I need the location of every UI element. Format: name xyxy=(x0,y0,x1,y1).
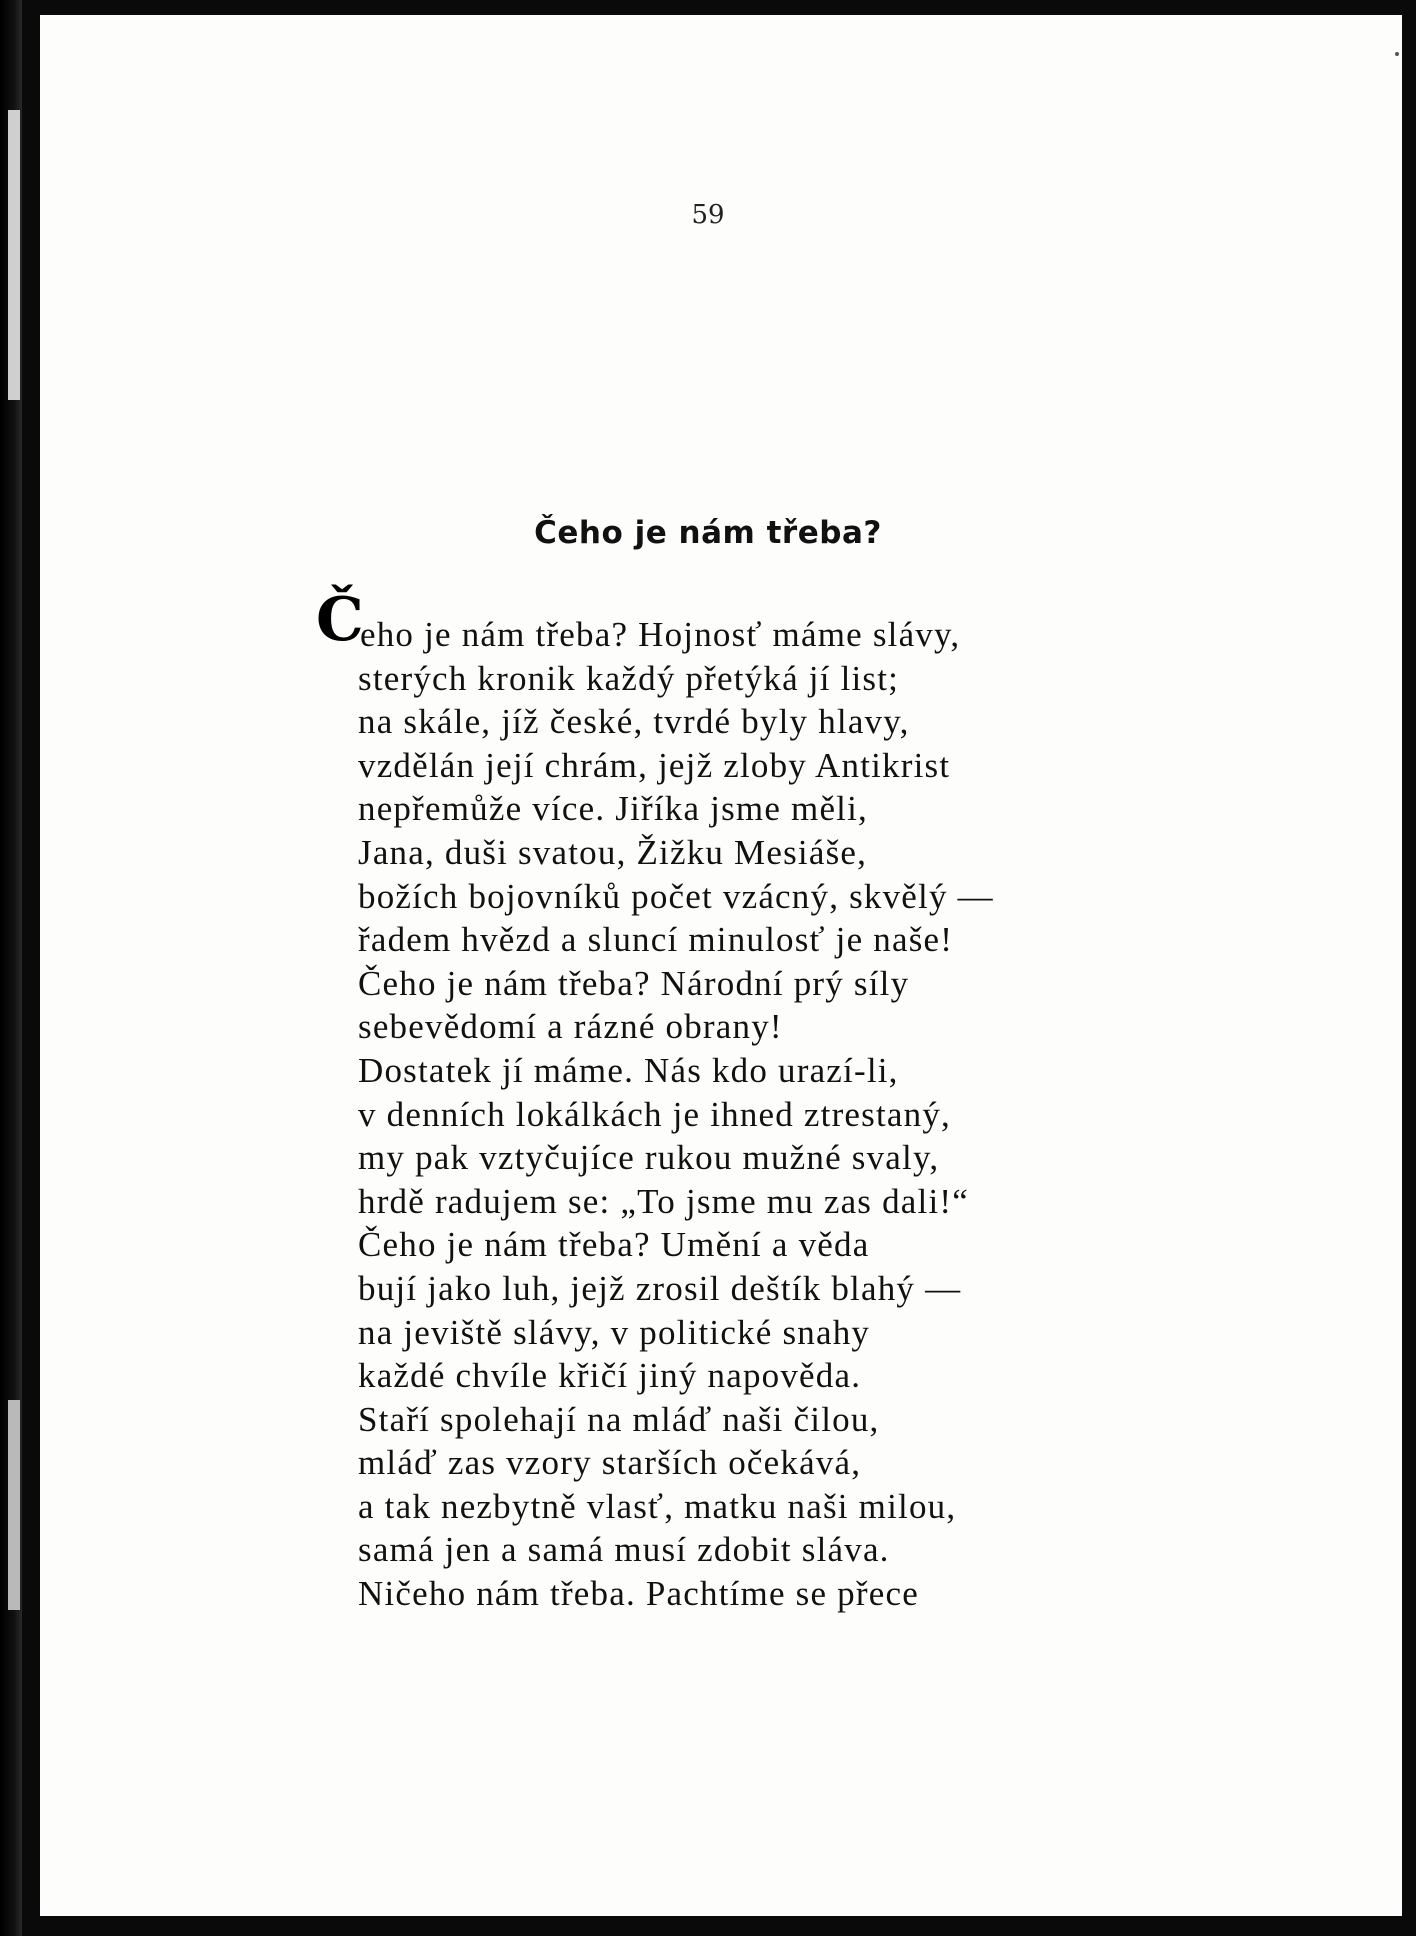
poem-line: sterých kronik každý přetýká jí list; xyxy=(358,658,900,698)
poem-line: vzdělán její chrám, jejž zloby Antikrist xyxy=(358,745,951,785)
poem-line: řadem hvězd a sluncí minulosť je naše! xyxy=(358,920,954,960)
poem-line: Dostatek jí máme. Nás kdo urazí-li, xyxy=(358,1050,899,1090)
poem-line: samá jen a samá musí zdobit sláva. xyxy=(358,1530,890,1570)
poem-title: Čeho je nám třeba? xyxy=(534,515,882,551)
poem-line: na skále, jíž české, tvrdé byly hlavy, xyxy=(358,702,910,742)
scan-speck xyxy=(1395,52,1399,56)
poem-line: my pak vztyčujíce rukou mužné svaly, xyxy=(358,1138,940,1178)
poem-line: Ničeho nám třeba. Pachtíme se přece xyxy=(358,1574,919,1614)
poem-line: sebevědomí a rázné obrany! xyxy=(358,1007,783,1047)
poem-line: Čeho je nám třeba? Národní prý síly xyxy=(358,963,910,1003)
poem-line: v denních lokálkách je ihned ztrestaný, xyxy=(358,1094,951,1134)
poem-line: Staří spolehají na mláď naši čilou, xyxy=(358,1399,880,1439)
binding-highlight xyxy=(8,110,20,400)
poem-line: božích bojovníků počet vzácný, skvělý — xyxy=(358,876,994,916)
poem-line: mláď zas vzory starších očekává, xyxy=(358,1443,862,1483)
poem-line: Čeho je nám třeba? Umění a věda xyxy=(358,1225,870,1265)
poem-body xyxy=(358,613,1178,1616)
drop-cap xyxy=(316,585,364,655)
poem-line: bují jako luh, jejž zrosil deštík blahý — xyxy=(358,1268,962,1308)
binding-highlight xyxy=(8,1400,20,1610)
poem-line: a tak nezbytně vlasť, matku naši milou, xyxy=(358,1486,957,1526)
drop-cap-letter: Č xyxy=(316,585,364,655)
page-number: 59 xyxy=(691,200,725,230)
poem-line: každé chvíle křičí jiný napověda. xyxy=(358,1356,862,1396)
poem-line: nepřemůže více. Jiříka jsme měli, xyxy=(358,789,868,829)
poem-line-first: eho je nám třeba? Hojnosť máme slávy, xyxy=(360,615,961,654)
poem-line: Jana, duši svatou, Žižku Mesiáše, xyxy=(358,832,868,872)
poem-line: hrdě radujem se: „To jsme mu zas dali!“ xyxy=(358,1181,969,1221)
poem-line: na jeviště slávy, v politické snahy xyxy=(358,1312,871,1352)
